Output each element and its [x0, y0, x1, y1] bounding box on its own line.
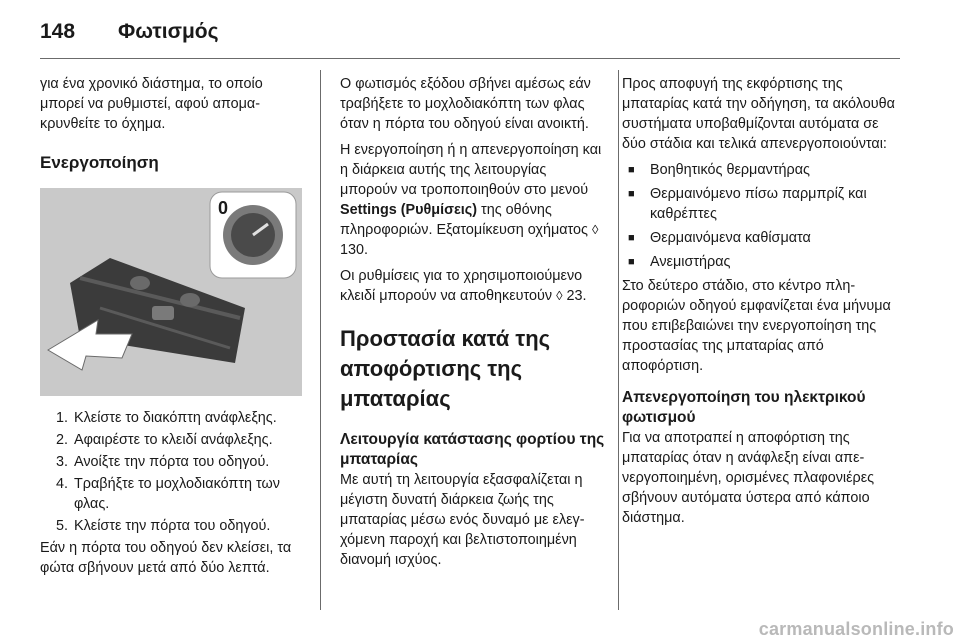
page-reference[interactable]: 23.	[562, 288, 587, 304]
column-3	[622, 74, 900, 534]
list-item: 1. Κλείστε το διακόπτη ανάφλεξης.	[55, 410, 277, 426]
list-item: ■ Θερμαινόμενα καθίσματα	[622, 228, 900, 248]
page-reference-icon: ◊	[556, 288, 563, 303]
bullet-icon: ■	[628, 232, 635, 244]
light-switch-illustration	[40, 188, 302, 396]
list-item: 2. Αφαιρέστε το κλειδί ανάφλεξης.	[55, 432, 273, 448]
subheading-deactivation: Απενεργοποίηση του ηλεκτρικού φωτισμού	[622, 389, 866, 426]
column-divider-1	[320, 70, 321, 610]
svg-text:0: 0	[218, 198, 229, 218]
list-item: 5. Κλείστε την πόρτα του οδηγού.	[55, 518, 271, 534]
deactivation-paragraph: Για να αποτραπεί η αποφόρτιση της μπαταρίας όταν η ανάφλεξη είναι απενεργοποιημένη, ορισμένες πλαφονιέρες σβήνουν αυτόματα ύστερα από κάποιο διάστημα.	[622, 430, 875, 526]
list-item: 3. Ανοίξτε την πόρτα του οδηγού.	[55, 454, 270, 470]
door-note: Εάν η πόρτα του οδηγού δεν κλείσει, τα φώτα σβήνουν μετά από δύο λεπτά.	[40, 540, 292, 576]
bullet-icon: ■	[628, 256, 635, 268]
page-reference-icon: ◊	[591, 222, 599, 237]
key-settings-paragraph: Οι ρυθμίσεις για το χρησιμοποιούμενο κλειδί μπορούν να αποθηκευτούν ◊ 23.	[340, 268, 587, 304]
list-item: ■ Θερμαινόμενο πίσω παρμπρίζ και καθρέπτες	[622, 184, 900, 224]
column-2	[340, 74, 606, 576]
discharge-paragraph: Προς αποφυγή της εκφόρτισης της μπαταρίας κατά την οδήγηση, τα ακόλουθα συστήματα υποβαθμίζονται αυτόματα σε δύο στάδια και τελικά απενεργοποιούνται:	[622, 76, 895, 152]
watermark: carmanualsonline.info	[758, 619, 954, 639]
second-stage-paragraph: Στο δεύτερο στάδιο, στο κέντρο πληροφοριών οδηγού εμφανίζεται ένα μήνυμα που επιβεβαιώνει την ενεργοποίηση της προστασίας της μπαταρίας από αποφόρτιση.	[622, 278, 891, 374]
section-title-battery-protection: Προστασία κατά της αποφόρτισης της μπαταρίας	[340, 326, 551, 411]
degraded-systems-list	[622, 160, 900, 272]
intro-paragraph: για ένα χρονικό διάστημα, το οποίο μπορεί να ρυθμιστεί, αφού απομακρυνθείτε το όχημα.	[40, 76, 263, 132]
column-1	[40, 74, 306, 584]
settings-menu-label: Settings (Ρυθμίσεις)	[340, 202, 478, 218]
activation-steps	[40, 408, 306, 536]
list-item: ■ Βοηθητικός θερμαντήρας	[622, 160, 900, 180]
page-number: 148	[40, 20, 76, 43]
stalk-switch-icon	[40, 188, 302, 396]
exit-lighting-paragraph: Ο φωτισμός εξόδου σβήνει αμέσως εάν τραβήξετε το μοχλοδιακόπτη των φλας όταν η πόρτα του οδηγού είναι ανοικτή.	[340, 76, 591, 132]
page-reference[interactable]: 130.	[340, 242, 369, 258]
subheading-battery-state: Λειτουργία κατάστασης φορτίου της μπαταρίας	[340, 431, 605, 468]
settings-paragraph: Η ενεργοποίηση ή η απενεργοποίηση και η διάρκεια αυτής της λειτουργίας μπορούν να τροποποιηθούν στο μενού Settings (Ρυθμίσεις) της οθόνης πληροφοριών. Εξατομίκευση οχήματος ◊ 130.	[340, 142, 602, 258]
section-heading-activation: Ενεργοποίηση	[40, 153, 159, 172]
page-header	[40, 14, 219, 50]
chapter-title: Φωτισμός	[118, 20, 219, 43]
column-divider-2	[618, 70, 619, 610]
list-item: 4. Τραβήξτε το μοχλοδιακόπτη των φλας.	[55, 476, 280, 512]
bullet-icon: ■	[628, 164, 635, 176]
list-item: ■ Ανεμιστήρας	[622, 252, 900, 272]
battery-state-paragraph: Με αυτή τη λειτουργία εξασφαλίζεται η μέγιστη δυνατή διάρκεια ζωής της μπαταρίας μέσω ενός δυναμό με ελεγχόμενη παροχή και βελτιστοποιημένη διανομή ισχύος.	[340, 472, 585, 568]
header-rule	[40, 58, 900, 59]
bullet-icon: ■	[628, 188, 635, 200]
